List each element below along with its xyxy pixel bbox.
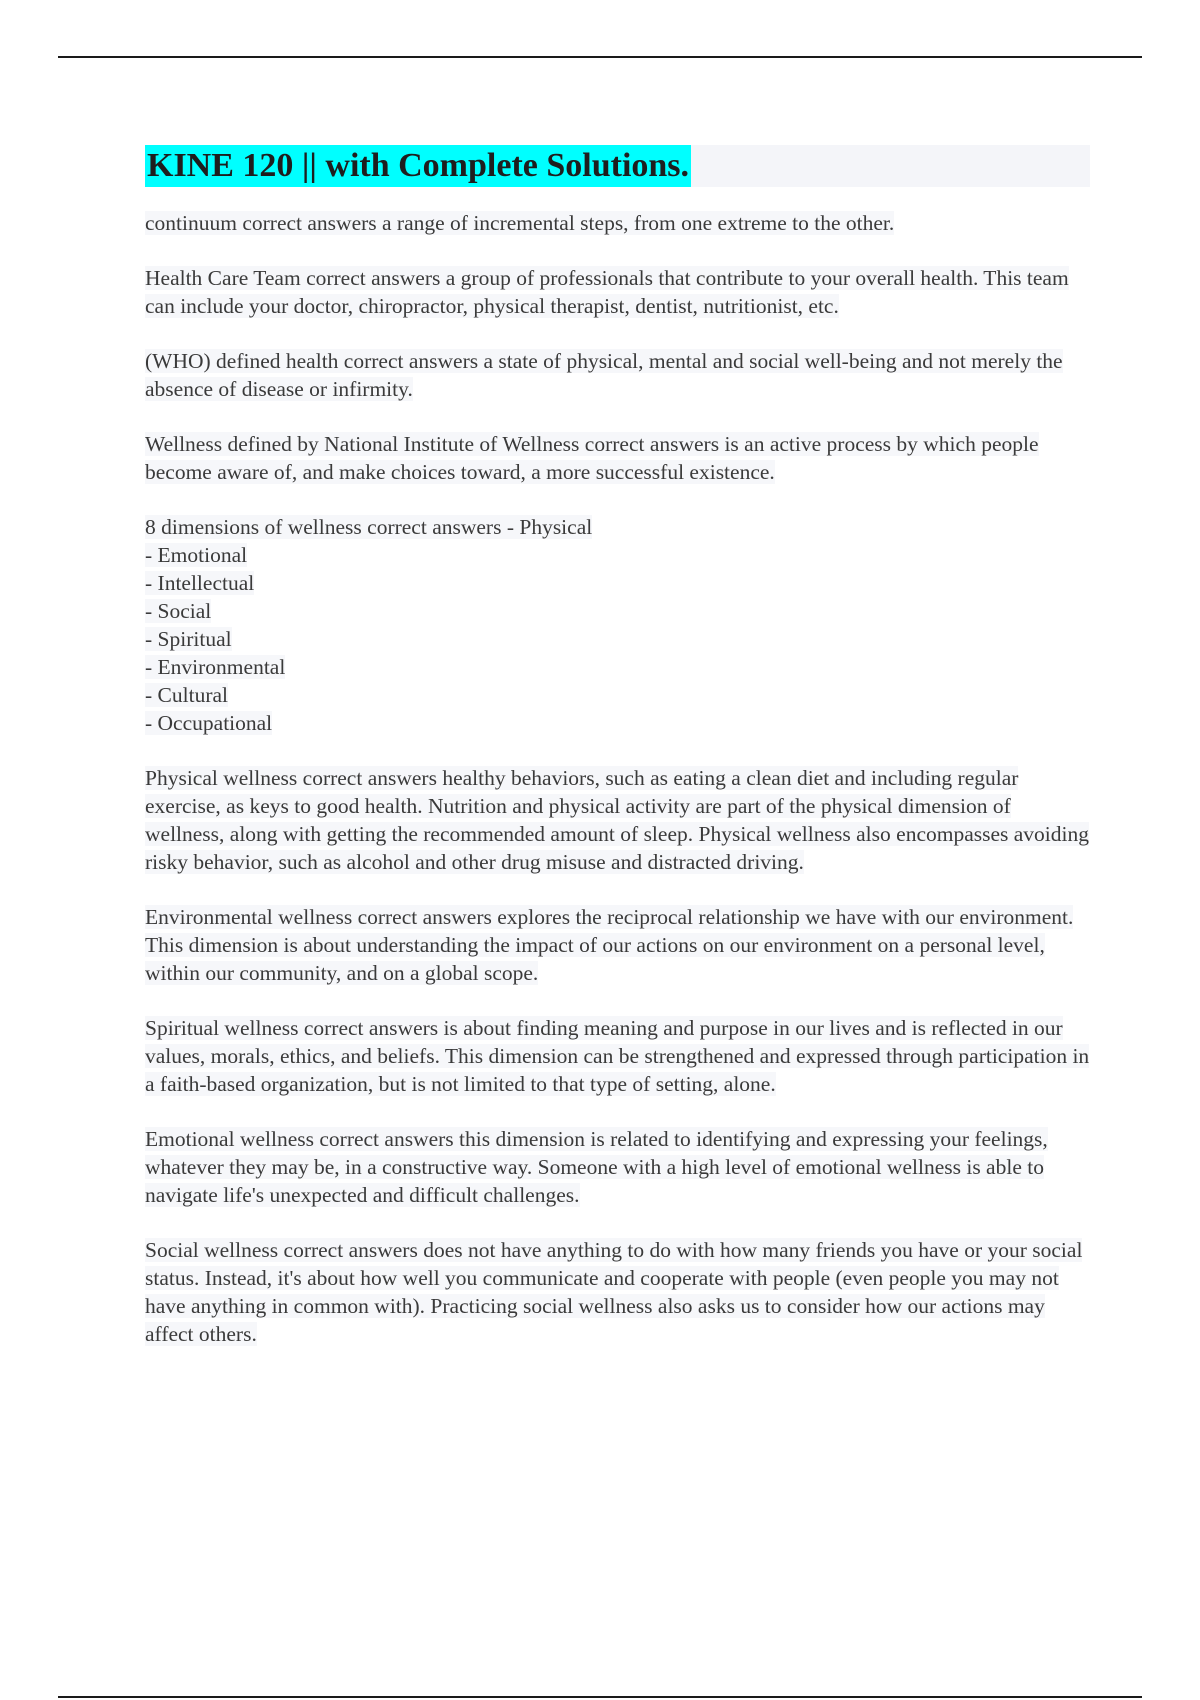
entry-environmental-wellness: Environmental wellness correct answers explores the reciprocal relationship we have with our environment. This dimension is about understanding the impact of our actions on our environment on a personal level, within our community, and on a global scope. bbox=[145, 905, 1074, 985]
entry-health-care-team: Health Care Team correct answers a group of professionals that contribute to your overall health. This team can include your doctor, chiropractor, physical therapist, dentist, nutritionist, etc. bbox=[145, 266, 1069, 318]
document-title: KINE 120 || with Complete Solutions. bbox=[145, 145, 691, 187]
entry-continuum: continuum correct answers a range of incremental steps, from one extreme to the other. bbox=[145, 211, 895, 235]
bottom-rule bbox=[58, 1696, 1142, 1698]
document-body bbox=[145, 145, 1090, 1375]
entry-who-health: (WHO) defined health correct answers a state of physical, mental and social well-being and not merely the absence of disease or infirmity. bbox=[145, 349, 1063, 401]
entry-emotional-wellness: Emotional wellness correct answers this dimension is related to identifying and expressing your feelings, whatever they may be, in a constructive way. Someone with a high level of emotional wellness is able to navigate life's unexpected and difficult challenges. bbox=[145, 1127, 1048, 1207]
list-line: - Occupational bbox=[145, 711, 273, 735]
title-band bbox=[145, 145, 1090, 187]
list-line: - Spiritual bbox=[145, 627, 232, 651]
list-line: - Environmental bbox=[145, 655, 286, 679]
list-line: - Cultural bbox=[145, 683, 228, 707]
list-line: - Intellectual bbox=[145, 571, 255, 595]
list-line: - Social bbox=[145, 599, 212, 623]
list-line: 8 dimensions of wellness correct answers - Physical bbox=[145, 515, 593, 539]
entry-wellness-defined: Wellness defined by National Institute of Wellness correct answers is an active process by which people become aware of, and make choices toward, a more successful existence. bbox=[145, 432, 1039, 484]
entry-social-wellness: Social wellness correct answers does not have anything to do with how many friends you have or your social status. Instead, it's about how well you communicate and cooperate with people (even people you may not have anything in common with). Practicing social wellness also asks us to consider how our actions may affect others. bbox=[145, 1238, 1083, 1346]
list-line: - Emotional bbox=[145, 543, 248, 567]
entry-physical-wellness: Physical wellness correct answers healthy behaviors, such as eating a clean diet and including regular exercise, as keys to good health. Nutrition and physical activity are part of the physical dimension of wellness, along with getting the recommended amount of sleep. Physical wellness also encompasses avoiding risky behavior, such as alcohol and other drug misuse and distracted driving. bbox=[145, 766, 1090, 874]
top-rule bbox=[58, 56, 1142, 58]
entry-8-dimensions bbox=[145, 513, 1090, 737]
entry-spiritual-wellness: Spiritual wellness correct answers is about finding meaning and purpose in our lives and is reflected in our values, morals, ethics, and beliefs. This dimension can be strengthened and expressed through participation in a faith-based organization, but is not limited to that type of setting, alone. bbox=[145, 1016, 1090, 1096]
